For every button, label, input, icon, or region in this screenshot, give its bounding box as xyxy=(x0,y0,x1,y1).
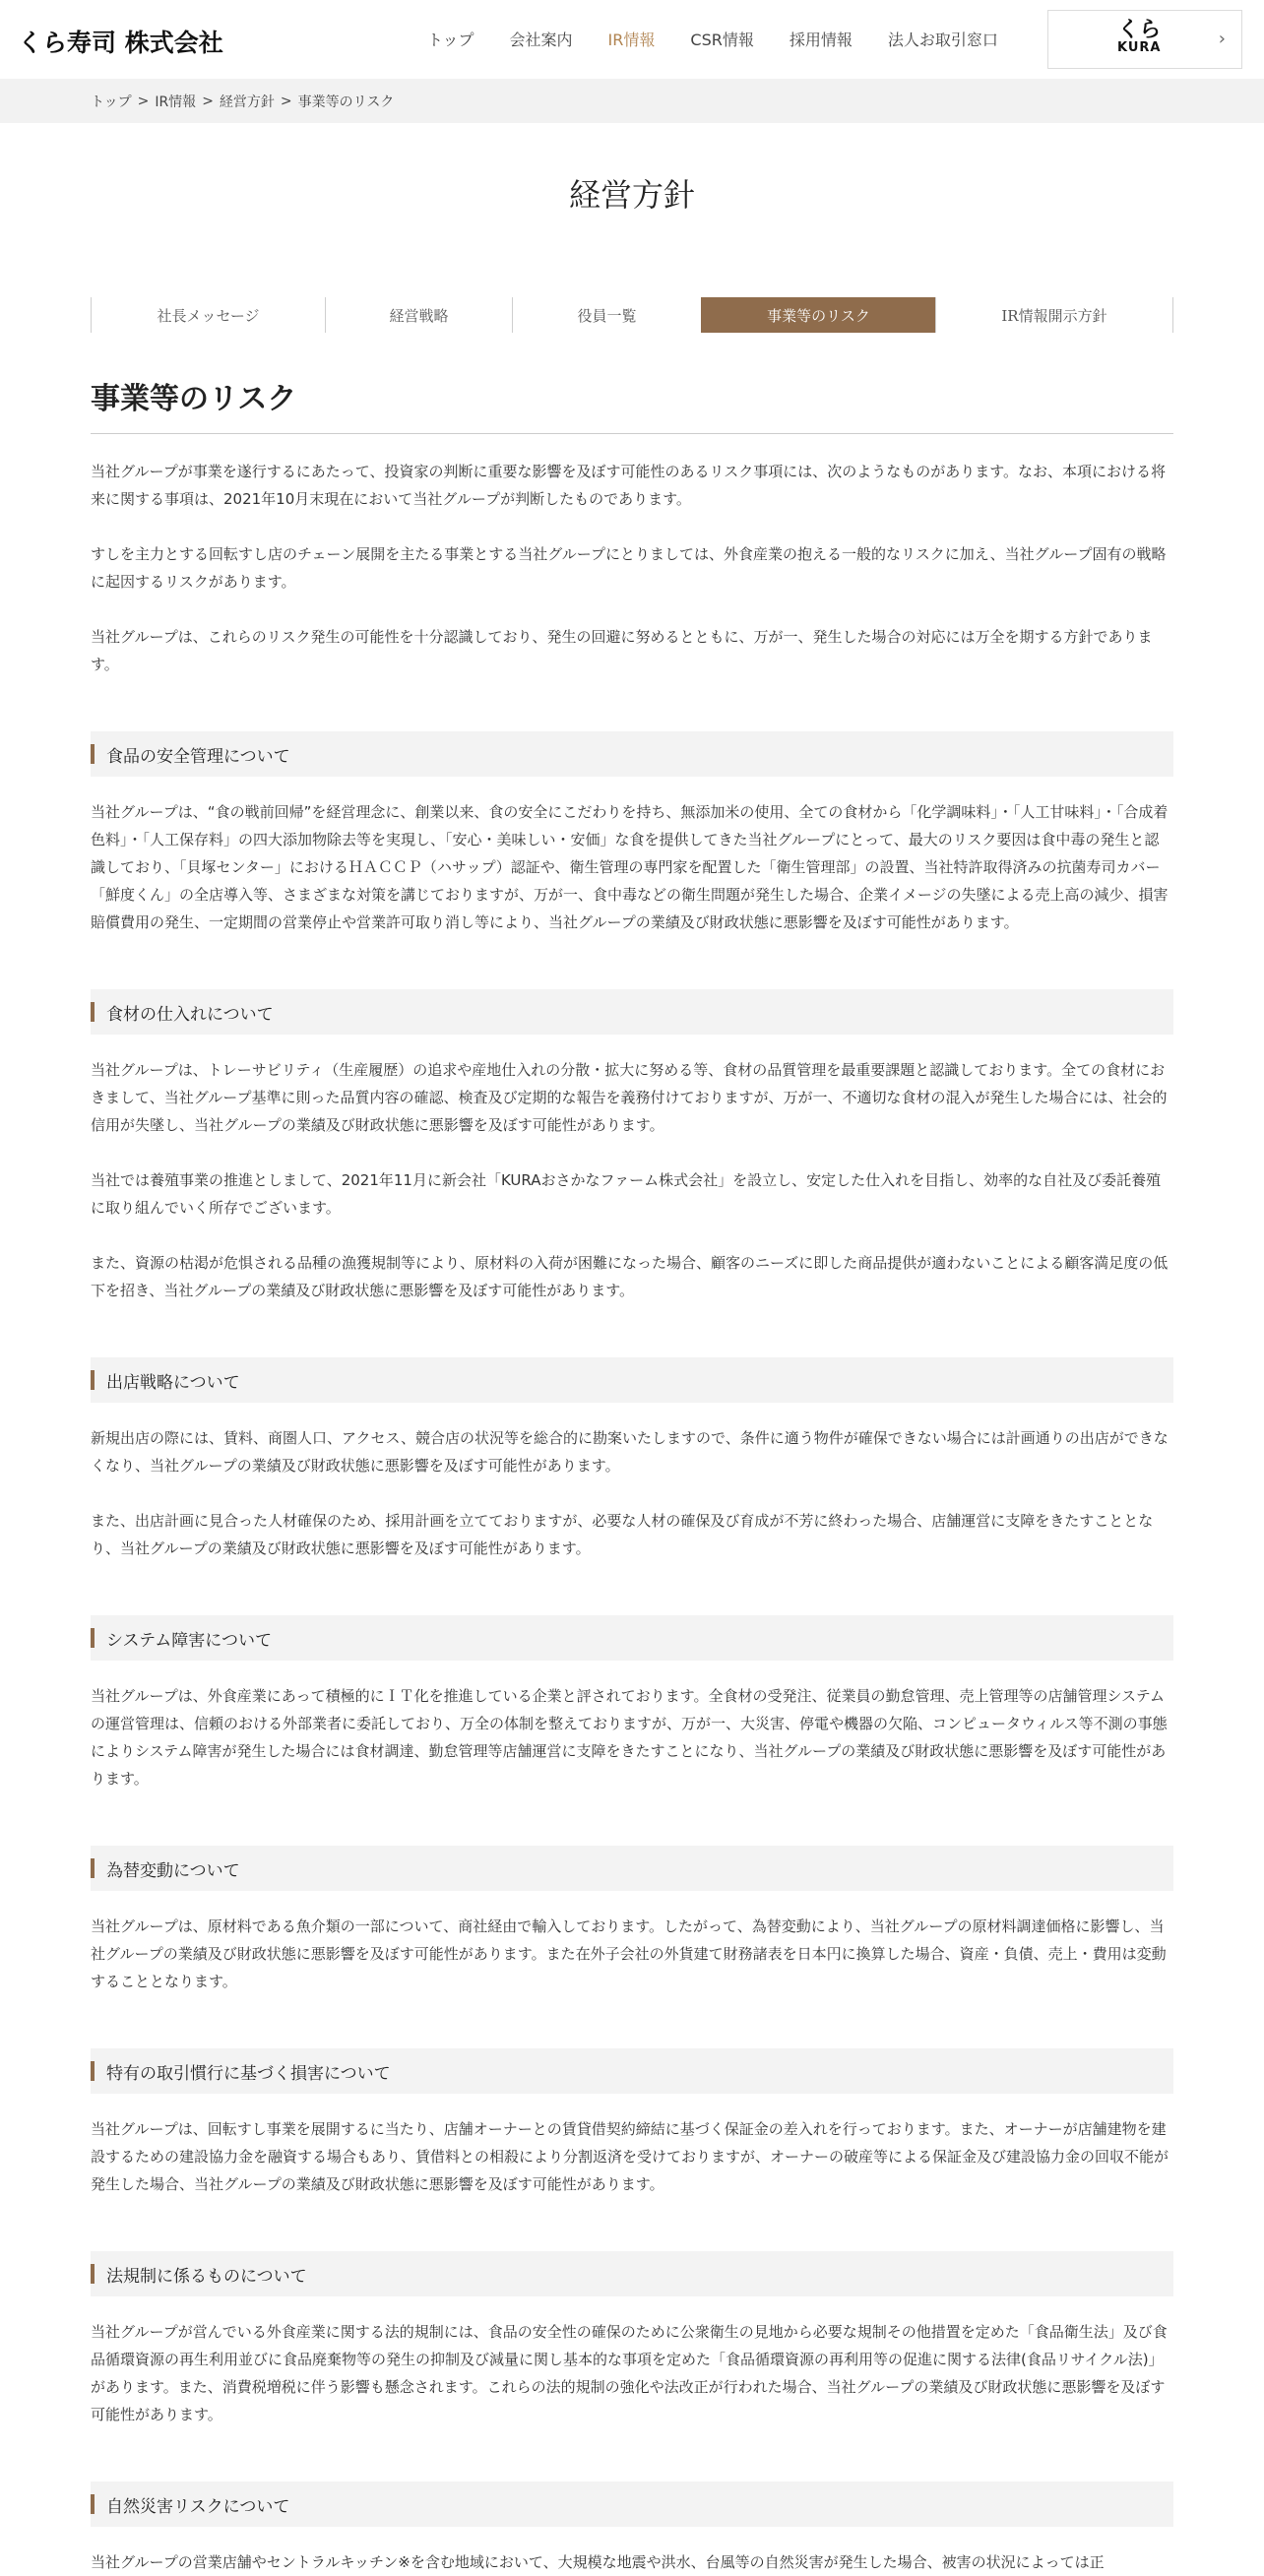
nav-item[interactable]: CSR情報 xyxy=(690,31,754,49)
content-title: 事業等のリスク xyxy=(91,374,1173,434)
kura-logo-icon xyxy=(1117,20,1161,55)
tab-item[interactable]: 事業等のリスク xyxy=(701,297,935,333)
nav-item[interactable]: 会社案内 xyxy=(509,31,573,49)
risk-section-heading: 為替変動について xyxy=(91,1846,1173,1891)
tab-item[interactable]: 役員一覧 xyxy=(512,297,701,333)
nav-item[interactable]: 法人お取引窓口 xyxy=(887,31,998,49)
body-paragraph: 当社グループは、回転すし事業を展開するに当たり、店舗オーナーとの賃貸借契約締結に基づく保証金の差入れを行っております。また、オーナーが店舗建物を建設するための建設協力金を融資する場合もあり、賃借料との相殺により分割返済を受けておりますが、オーナーの破産等による保証金及び建設協力金の回収不能が発生した場合、当社グループの業績及び財政状態に悪影響を及ぼす可能性があります。 xyxy=(91,2120,1169,2193)
body-paragraph: また、資源の枯渇が危惧される品種の漁獲規制等により、原材料の入荷が困難になった場合、顧客のニーズに即した商品提供が適わないことによる顧客満足度の低下を招き、当社グループの業績及び財政状態に悪影響を及ぼす可能性があります。 xyxy=(91,1254,1169,1299)
body-paragraph: また、出店計画に見合った人材確保のため、採用計画を立てておりますが、必要な人材の確保及び育成が不芳に終わった場合、店舗運営に支障をきたすこととなり、当社グループの業績及び財政状態に悪影響を及ぼす可能性があります。 xyxy=(91,1512,1154,1557)
main-content xyxy=(91,374,1173,2576)
site-header xyxy=(0,0,1264,79)
body-paragraph: 当社グループの営業店舗やセントラルキッチン※を含む地域において、大規模な地震や洪水、台風等の自然災害が発生した場合、被害の状況によっては正 xyxy=(91,2553,1105,2571)
brand-jp-text: くら xyxy=(1117,18,1162,42)
risk-section-heading: 食材の仕入れについて xyxy=(91,989,1173,1035)
body-paragraph: 当社グループが事業を遂行するにあたって、投資家の判断に重要な影響を及ぼす可能性のあるリスク事項には、次のようなものがあります。なお、本項における将来に関する事項は、2021年10月末現在において当社グループが判断したものであります。 xyxy=(91,463,1167,508)
breadcrumb-separator: > xyxy=(280,93,292,109)
tab-item[interactable]: 経営戦略 xyxy=(325,297,512,333)
breadcrumb-separator: > xyxy=(137,93,150,109)
tab-item[interactable]: IR情報開示方針 xyxy=(935,297,1173,333)
body-paragraph: 当社グループは、これらのリスク発生の可能性を十分認識しており、発生の回避に努めるとともに、万が一、発生した場合の対応には万全を期する方針であります。 xyxy=(91,628,1153,673)
risk-section-heading: 法規制に係るものについて xyxy=(91,2251,1173,2296)
nav-item[interactable]: トップ xyxy=(427,31,474,49)
body-paragraph: 当社グループは、“食の戦前回帰”を経営理念に、創業以来、食の安全にこだわりを持ち、無添加米の使用、全ての食材から「化学調味料」・「人工甘味料」・「合成着色料」・「人工保存料」の四大添加物除去等を実現し、「安心・美味しい・安価」な食を提供してきた当社グループにとって、最大のリスク要因は食中毒の発生と認識しており、「貝塚センター」におけるＨＡＣＣＰ（ハサップ）認証や、衛生管理の専門家を配置した「衛生管理部」の設置、当社特許取得済みの抗菌寿司カバー「鮮度くん」の全店導入等、さまざまな対策を講じておりますが、万が一、食中毒などの衛生問題が発生した場合、企業イメージの失墜による売上高の減少、損害賠償費用の発生、一定期間の営業停止や営業許可取り消し等により、当社グループの業績及び財政状態に悪影響を及ぼす可能性があります。 xyxy=(91,803,1169,931)
risk-section-heading: 出店戦略について xyxy=(91,1357,1173,1403)
brand-en-text: KURA xyxy=(1117,40,1162,55)
nav-item[interactable]: 採用情報 xyxy=(789,31,853,49)
risk-section-heading: システム障害について xyxy=(91,1615,1173,1661)
breadcrumb-item[interactable]: 経営方針 xyxy=(219,94,275,110)
body-paragraph: 当社グループは、原材料である魚介類の一部について、商社経由で輸入しております。したがって、為替変動により、当社グループの原材料調達価格に影響し、当社グループの業績及び財政状態に悪影響を及ぼす可能性があります。また在外子会社の外貨建て財務諸表を日本円に換算した場合、資産・負債、売上・費用は変動することとなります。 xyxy=(91,1917,1167,1990)
body-paragraph: 当社グループは、外食産業にあって積極的にＩＴ化を推進している企業と評されております。全食材の受発注、従業員の勤怠管理、売上管理等の店舗管理システムの運営管理は、信頼のおける外部業者に委託しており、万全の体制を整えておりますが、万が一、大災害、停電や機器の欠陥、コンピュータウィルス等不測の事態によりシステム障害が発生した場合には食材調達、勤怠管理等店舗運営に支障をきたすことになり、当社グループの業績及び財政状態に悪影響を及ぼす可能性があります。 xyxy=(91,1687,1168,1788)
chevron-right-icon: › xyxy=(1218,29,1226,49)
section-tabs xyxy=(91,297,1173,333)
main-nav xyxy=(427,28,1034,50)
page-title: 経営方針 xyxy=(568,176,695,214)
body-paragraph: 新規出店の際には、賃料、商圏人口、アクセス、競合店の状況等を総合的に勘案いたしますので、条件に適う物件が確保できない場合には計画通りの出店ができなくなり、当社グループの業績及び財政状態に悪影響を及ぼす可能性があります。 xyxy=(91,1429,1169,1475)
breadcrumb xyxy=(0,79,1264,123)
kura-brand-link[interactable] xyxy=(1047,10,1242,69)
body-paragraph: すしを主力とする回転すし店のチェーン展開を主たる事業とする当社グループにとりましては、外食産業の抱える一般的なリスクに加え、当社グループ固有の戦略に起因するリスクがあります。 xyxy=(91,545,1167,591)
body-paragraph: 当社グループが営んでいる外食産業に関する法的規制には、食品の安全性の確保のために公衆衛生の見地から必要な規制その他措置を定めた「食品衛生法」及び食品循環資源の再生利用並びに食品廃棄物等の発生の抑制及び減量に関し基本的な事項を定めた「食品循環資源の再利用等の促進に関する法律(食品リサイクル法)」があります。また、消費税増税に伴う影響も懸念されます。これらの法的規制の強化や法改正が行われた場合、当社グループの業績及び財政状態に悪影響を及ぼす可能性があります。 xyxy=(91,2323,1168,2423)
tab-item[interactable]: 社長メッセージ xyxy=(91,297,325,333)
company-logo[interactable]: くら寿司 株式会社 xyxy=(18,29,223,57)
breadcrumb-item[interactable]: IR情報 xyxy=(155,94,197,110)
risk-section-heading: 食品の安全管理について xyxy=(91,731,1173,777)
risk-section-heading: 自然災害リスクについて xyxy=(91,2482,1173,2527)
breadcrumb-item[interactable]: トップ xyxy=(91,94,132,110)
body-paragraph: 当社では養殖事業の推進としまして、2021年11月に新会社「KURAおさかなファーム株式会社」を設立し、安定した仕入れを目指し、効率的な自社及び委託養殖に取り組んでいく所存でございます。 xyxy=(91,1171,1162,1217)
risk-section-heading: 特有の取引慣行に基づく損害について xyxy=(91,2048,1173,2094)
body-paragraph: 当社グループは、トレーサビリティ（生産履歴）の追求や産地仕入れの分散・拡大に努める等、食材の品質管理を最重要課題と認識しております。全ての食材におきまして、当社グループ基準に則った品質内容の確認、検査及び定期的な報告を義務付けておりますが、万が一、不適切な食材の混入が発生した場合には、社会的信用が失墜し、当社グループの業績及び財政状態に悪影響を及ぼす可能性があります。 xyxy=(91,1061,1168,1134)
nav-item[interactable]: IR情報 xyxy=(607,31,656,49)
breadcrumb-separator: > xyxy=(202,93,214,109)
breadcrumb-item: 事業等のリスク xyxy=(297,94,395,110)
